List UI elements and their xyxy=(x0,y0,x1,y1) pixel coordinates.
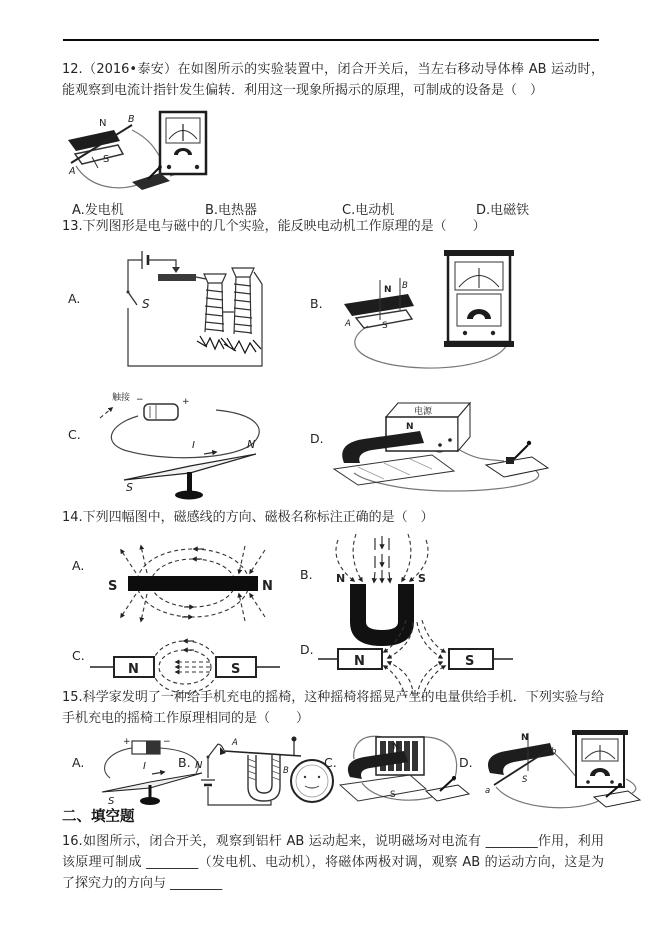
q14-figure-a xyxy=(90,531,295,634)
q15-label-b: B. xyxy=(178,755,191,770)
question-16-text: 16.如图所示，闭合开关，观察到铝杆 AB 运动起来，说明磁场对电流有 ________作用，利用该原理可制成 ________（发电机、电动机），将磁体两极对调，观察 AB 的运动方向，这是为了探究力的方向与 ________ xyxy=(62,834,604,891)
q15-label-c: C. xyxy=(324,755,337,770)
q15d-label-s: S xyxy=(522,775,528,785)
q13d-label-n: N xyxy=(406,422,414,432)
q13b-label-s: S xyxy=(382,321,388,331)
q14d-label-s: S xyxy=(465,654,475,669)
q12-option-a: A.发电机 xyxy=(72,203,124,218)
q13-label-b: B. xyxy=(310,296,323,311)
q15d-label-a: a xyxy=(485,786,491,796)
q13-figure-c xyxy=(92,388,302,500)
q12-fig-label-s: S xyxy=(103,154,110,165)
q14-label-d: D. xyxy=(300,642,314,657)
q15-label-d: D. xyxy=(459,755,473,770)
q13-figure-b xyxy=(330,244,540,376)
question-13-text: 13.下列图形是电与磁中的几个实验，能反映电动机工作原理的是（ ） xyxy=(62,219,486,234)
q12-fig-label-b: B xyxy=(128,114,135,125)
q14c-label-n: N xyxy=(128,662,139,677)
q15-figure-b xyxy=(196,731,336,811)
q15c-label-s: S xyxy=(390,790,396,800)
q14-label-a: A. xyxy=(72,558,85,573)
q13c-needle-s: S xyxy=(126,481,133,494)
q14b-label-s: S xyxy=(418,572,426,585)
q15a-minus: − xyxy=(163,737,171,747)
q13-label-a: A. xyxy=(68,291,81,306)
q13d-power-label: 电源 xyxy=(414,407,433,417)
q13c-needle-n: N xyxy=(247,438,256,451)
q15-figure-c xyxy=(336,731,471,811)
q12-fig-label-n: N xyxy=(99,118,107,129)
q15a-plus: + xyxy=(123,737,131,747)
q12-option-d: D.电磁铁 xyxy=(476,203,530,218)
q15d-label-n: N xyxy=(521,733,529,743)
q15b-label-b: B xyxy=(283,766,289,776)
q13-figure-a xyxy=(92,246,277,374)
q13c-minus: − xyxy=(136,395,144,405)
q12-option-b: B.电热器 xyxy=(205,203,258,218)
q13-label-d: D. xyxy=(310,431,324,446)
q15-label-a: A. xyxy=(72,755,85,770)
q15-figure-d xyxy=(476,727,646,812)
question-12-text: 12.（2016•泰安）在如图所示的实验装置中，闭合开关后，当左右移动导体棒 AB 运动时，能观察到电流计指针发生偏转．利用这一现象所揭示的原理，可制成的设备是（ ） xyxy=(62,62,604,98)
question-14-text: 14.下列四幅图中，磁感线的方向、磁极名称标注正确的是（ ） xyxy=(62,510,434,525)
q14-label-c: C. xyxy=(72,648,85,663)
q14c-label-s: S xyxy=(231,662,241,677)
q13c-current-label: I xyxy=(192,440,195,451)
q13b-label-b: B xyxy=(402,281,408,291)
q15a-needle-n: N xyxy=(195,760,203,771)
q15d-label-b: b xyxy=(551,747,557,757)
q13-label-c: C. xyxy=(68,427,81,442)
q12-fig-label-a: A xyxy=(69,166,76,177)
section-2-heading: 二、填空题 xyxy=(62,809,135,825)
q13-figure-d xyxy=(328,393,558,493)
q14-label-b: B. xyxy=(300,567,313,582)
q13c-plus: + xyxy=(182,397,190,407)
q13a-switch-label: S xyxy=(142,297,150,311)
q15c-label-n: N xyxy=(392,742,400,752)
top-rule xyxy=(63,39,599,41)
q12-experiment-figure xyxy=(62,110,240,196)
q14a-label-n: N xyxy=(262,579,273,594)
q14a-label-s: S xyxy=(108,579,118,594)
q15a-current-label: I xyxy=(143,761,146,772)
q14d-label-n: N xyxy=(354,654,365,669)
q15a-needle-s: S xyxy=(108,796,115,807)
q14b-label-n: N xyxy=(336,572,346,585)
q12-option-c: C.电动机 xyxy=(342,203,395,218)
q13b-label-a: A xyxy=(345,319,351,329)
question-15-text: 15.科学家发明了一种给手机充电的摇椅，这种摇椅将摇晃产生的电量供给手机．下列实验与给手机充电的摇椅工作原理相同的是（ ） xyxy=(62,690,604,726)
q13b-label-n: N xyxy=(384,285,392,295)
q13c-touch-label: 触接 xyxy=(112,393,131,403)
q15b-label-a: A xyxy=(232,738,238,748)
